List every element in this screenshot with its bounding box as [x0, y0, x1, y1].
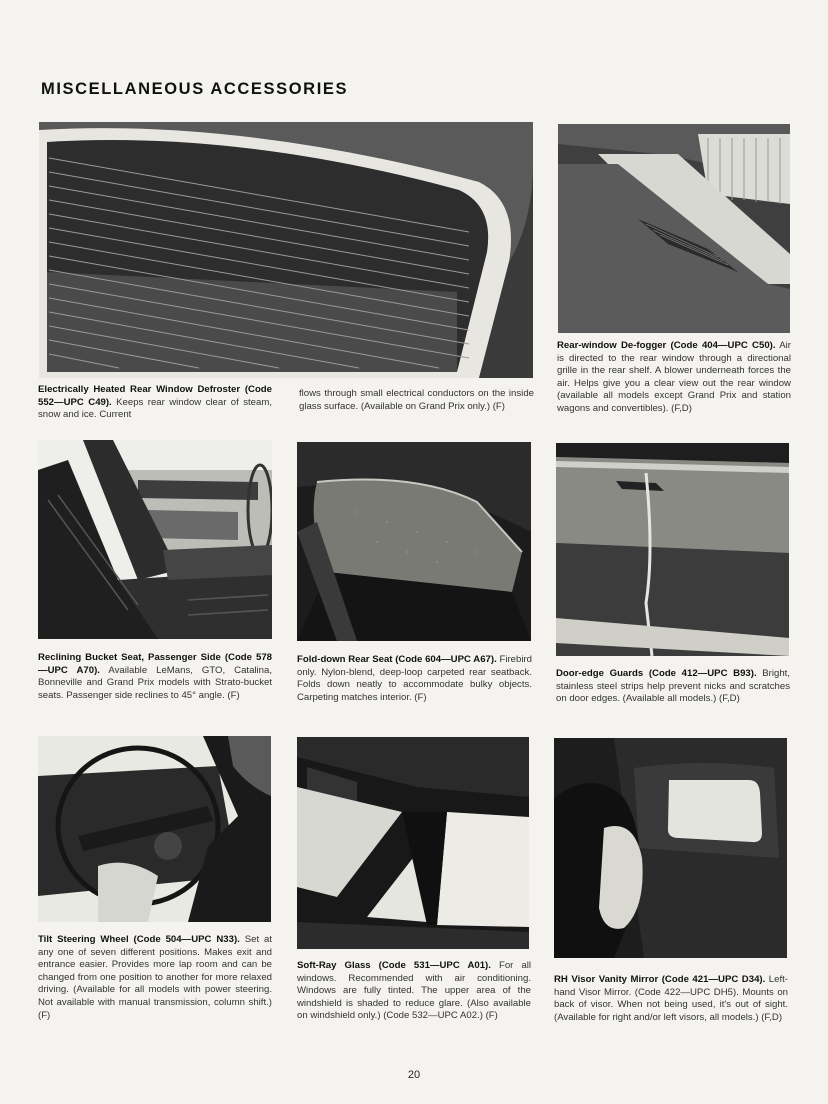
- caption-body: Air is directed to the rear window through a directional grille in the rear shelf. A blower underneath forces the air. Helps give you a clear view out the rear window (available all models except Grand Prix and station wagons and convertibles). (F,D): [557, 340, 791, 414]
- caption-title: Reclining Bucket Seat, Passenger Side (Code 578—UPC A70).: [38, 652, 272, 676]
- caption-rh-visor-vanity-mirror: [554, 974, 788, 1024]
- caption-body: Set at any one of seven different positions. Makes exit and entrance easier. Provides more lap room and can be changed from one position to another for more relaxed driving. (Available for all models with power steering. Not available with manual transmission, column shift.) (F): [38, 934, 273, 1021]
- caption-title: Fold-down Rear Seat (Code 604—UPC A67).: [297, 654, 497, 665]
- caption-body: Left-hand Visor Mirror. (Code 422—UPC DH5). Mounts on back of visor. When not being used, it's out of sight. (Available for right and/or left visors, all models.) (F,D): [554, 974, 788, 1023]
- caption-title: Rear-window De-fogger (Code 404—UPC C50).: [557, 340, 776, 351]
- fold-down-rear-seat-photo: [297, 442, 531, 641]
- caption-body: Available LeMans, GTO, Catalina, Bonneville and Grand Prix models with Strato-bucket seats. Passenger side reclines to 45° angle. (F): [38, 664, 273, 701]
- door-edge-guards-photo: [556, 443, 789, 656]
- tilt-steering-wheel-photo: [38, 736, 271, 922]
- caption-fold-down-rear-seat: [297, 654, 532, 704]
- caption-body: Bright, stainless steel strips help prevent nicks and scratches on door edges. (Available all models.) (F,D): [556, 668, 790, 705]
- reclining-bucket-seat-photo: [38, 440, 272, 639]
- caption-title: Door-edge Guards (Code 412—UPC B93).: [556, 668, 757, 679]
- soft-ray-glass-photo: [297, 737, 529, 949]
- caption-rear-window-defogger: [557, 340, 791, 416]
- caption-tilt-steering-wheel: [38, 934, 272, 1022]
- visor-vanity-mirror-photo: [554, 738, 787, 958]
- caption-body: flows through small electrical conductors on the inside glass surface. (Available on Grand Prix only.) (F): [299, 388, 534, 412]
- caption-soft-ray-glass: [297, 960, 531, 1023]
- page-heading: MISCELLANEOUS ACCESSORIES: [41, 80, 349, 98]
- caption-reclining-bucket-seat: [38, 652, 272, 702]
- caption-title: Tilt Steering Wheel (Code 504—UPC N33).: [38, 934, 240, 945]
- rear-window-defogger-photo: [558, 124, 790, 333]
- caption-heated-rear-defroster-continued: [299, 388, 534, 413]
- caption-title: Soft-Ray Glass (Code 531—UPC A01).: [297, 960, 491, 971]
- caption-title: Electrically Heated Rear Window Defroster (Code 552—UPC C49).: [38, 384, 272, 408]
- caption-body: Keeps rear window clear of steam, snow and ice. Current: [38, 396, 273, 421]
- caption-body: Firebird only. Nylon-blend, deep-loop carpeted rear seatback. Folds down neatly to accommodate bulky objects. Carpeting matches interior. (F): [297, 654, 532, 703]
- caption-heated-rear-defroster: [38, 384, 272, 422]
- caption-body: For all windows. Recommended with air conditioning. Windows are fully tinted. The upper area of the windshield is shaded to reduce glare. (Also available on windshield only.) (Code 532—UPC A02.) (F): [297, 960, 531, 1022]
- caption-door-edge-guards: [556, 668, 790, 706]
- page-number: 20: [407, 1069, 421, 1081]
- caption-title: RH Visor Vanity Mirror (Code 421—UPC D34).: [554, 974, 766, 985]
- rear-window-defroster-photo: [39, 122, 533, 378]
